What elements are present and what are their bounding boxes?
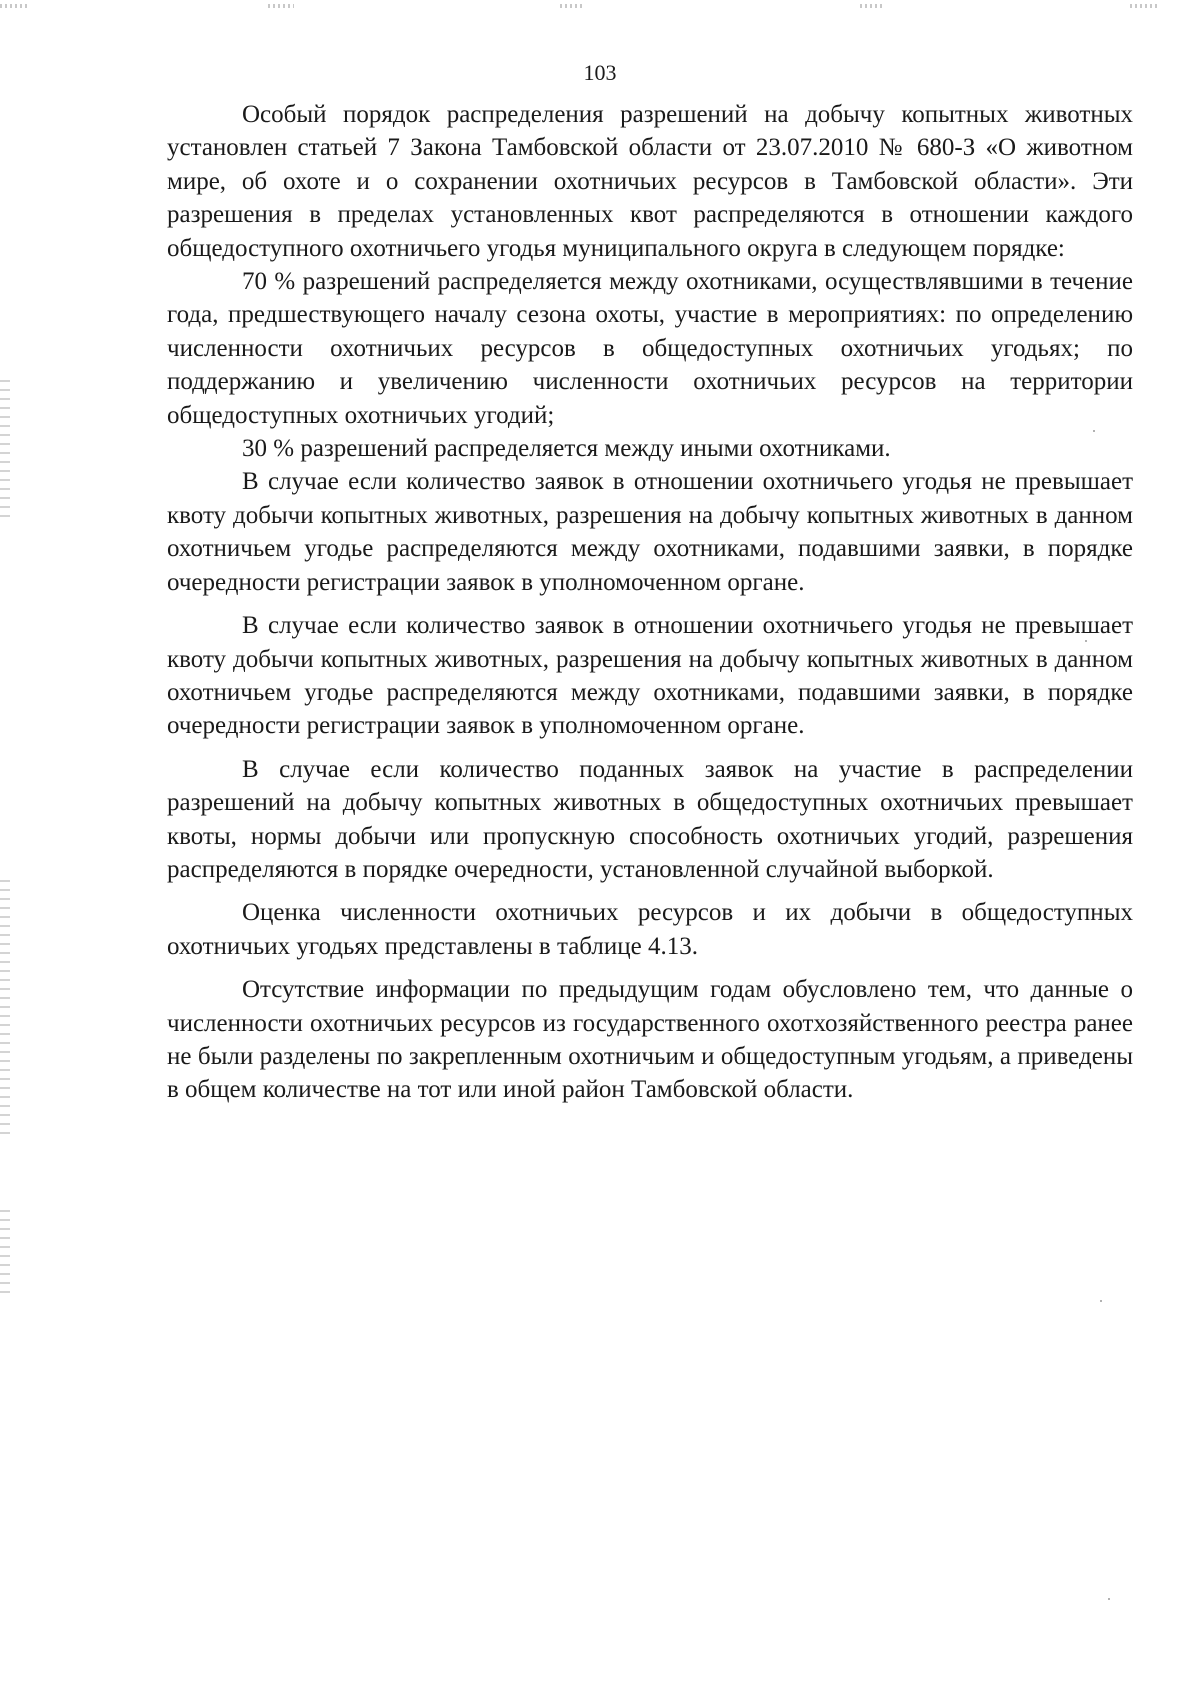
paragraph: В случае если количество поданных заявок на участие в распределении разрешений на добычу копытных животных в общедоступных охотничьих превышает квоты, нормы добычи или пропускную способность охотничьих угодий, разрешения распределяются в порядке очередности, установленной случайной выборкой. (167, 755, 1133, 883)
scan-artifact-top (0, 0, 1200, 18)
scan-artifact-edge (0, 380, 10, 520)
page-number: 103 (583, 60, 617, 85)
paragraph: В случае если количество заявок в отношении охотничьего угодья не превышает квоту добычи копытных животных, разрешения на добычу копытных животных в данном охотничьем угодье распределяются между охотниками, подавшими заявки, в порядке очередности регистрации заявок в уполномоченном органе. (167, 468, 1133, 596)
paragraph: В случае если количество заявок в отношении охотничьего угодья не превышает квоту добычи копытных животных, разрешения на добычу копытных животных в данном охотничьем угодье распределяются между охотниками, подавшими заявки, в порядке очередности регистрации заявок в уполномоченном органе. (167, 612, 1133, 740)
paragraph: Особый порядок распределения разрешений на добычу копытных животных установлен статьей 7 Закона Тамбовской области от 23.07.2010 № 680-З «О животном мире, об охоте и о сохранении охотничьих ресурсов в Тамбовской области». Эти разрешения в пределах установленных квот распределяются в отношении каждого общедоступного охотничьего угодья муниципального округа в следующем порядке: (167, 101, 1133, 262)
scan-artifact-edge (0, 880, 10, 1140)
scan-artifact-edge (0, 1210, 10, 1300)
body-text (167, 98, 1133, 1107)
paragraph: Оценка численности охотничьих ресурсов и их добычи в общедоступных охотничьих угодьях представлены в таблице 4.13. (167, 899, 1133, 960)
scan-speck (1108, 1598, 1110, 1600)
paragraph: 70 % разрешений распределяется между охотниками, осуществлявшими в течение года, предшествующего началу сезона охоты, участие в мероприятиях: по определению численности охотничьих ресурсов в общедоступных охотничьих угодьях; по поддержанию и увеличению численности охотничьих ресурсов на территории общедоступных охотничьих угодий; (167, 268, 1133, 429)
paragraph: Отсутствие информации по предыдущим годам обусловлено тем, что данные о численности охотничьих ресурсов из государственного охотхозяйственного реестра ранее не были разделены по закрепленным охотничьим и общедоступным угодьям, а приведены в общем количестве на тот или иной район Тамбовской области. (167, 976, 1133, 1104)
scan-speck (1100, 1300, 1102, 1302)
paragraph: 30 % разрешений распределяется между иными охотниками. (242, 435, 891, 463)
